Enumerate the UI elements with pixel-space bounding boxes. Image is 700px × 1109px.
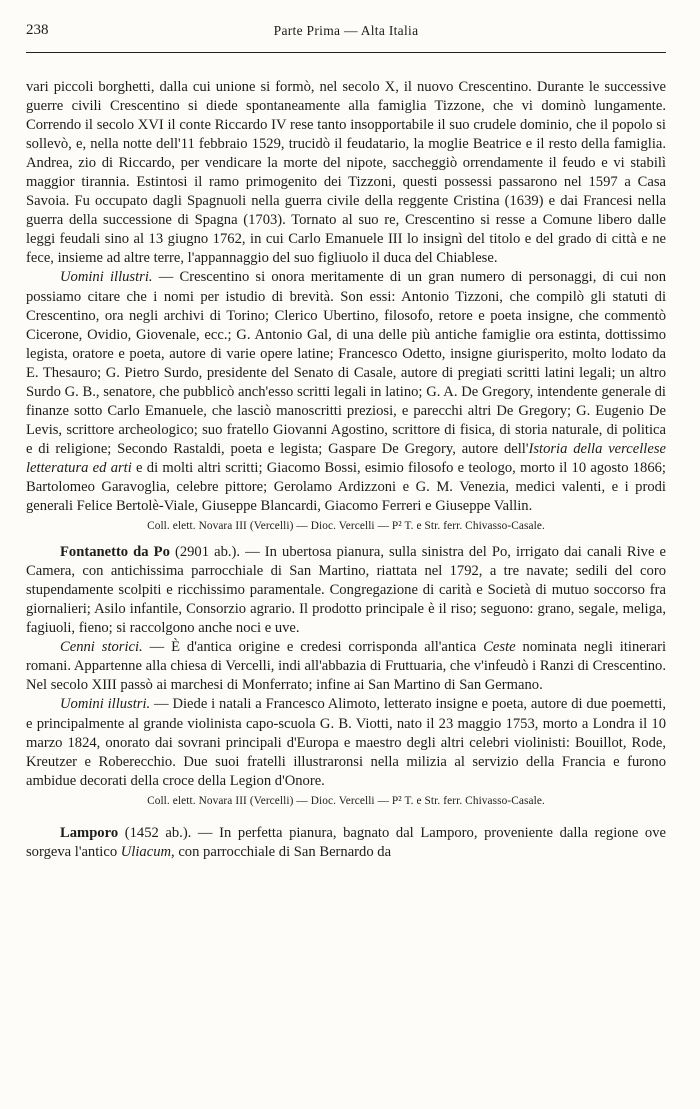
page-header — [26, 22, 666, 46]
paragraph: Cenni storici. — È d'antica origine e credesi corrisponda all'antica Ceste nominata negli itinerari romani. Appartenne alla chiesa di Vercelli, indi all'abbazia di Fruttuaria, che v'infeudò i Ranzi di Crescentino. Nel secolo XIII passò ai marchesi di Monferrato; infine ai San Martino di San Germano. — [26, 639, 667, 694]
paragraph: Uomini illustri. — Crescentino si onora meritamente di un gran numero di personaggi, di cui non possiamo citare che i nomi per istudio di brevità. Son essi: Antonio Tizzoni, che compilò gli statuti di Crescentino, ora negli archivi di Torino; Clerico Ubertino, filosofo, retore e poeta insigne, che commentò Cicerone, Ovidio, Giovenale, ecc.; G. Antonio Gal, di una delle più antiche famiglie ora estinta, dottissimo legista, oratore e poeta, autore di varie opere latine; Francesco Odetto, insigne giurisperito, molto lodato da E. Thesauro; G. Pietro Surdo, presidente del Senato di Casale, autore di pregiati scritti latini legali; un altro Surdo G. B., senatore, che pubblicò anch'esso scritti legali in latino; G. A. De Gregory, intendente generale di finanze sotto Carlo Emanuele, che lasciò manoscritti preziosi, e parecchi altri De Gregory; G. Eugenio De Levis, scrittore archeologico; suo fratello Giovanni Agostino, scrittore di fisica, di storia naturale, di politica e di religione; Secondo Rastaldi, poeta e legista; Gaspare De Gregory, autore dell'Istoria della vercellese letteratura ed arti e di molti altri scritti; Giacomo Bossi, esimio filosofo e teologo, morto il 10 agosto 1866; Bartolomeo Garavoglia, celebre pittore; Gerolamo Ardizzoni e G. M. Venezia, medici valenti, e i prodi generali Felice Bertolè-Viale, Giuseppe Blancardi, Giacomo Ferreri e Giuseppe Vallin. — [26, 269, 666, 515]
paragraph: Uomini illustri. — Diede i natali a Francesco Alimoto, letterato insigne e poeta, autore di due poemetti, e principalmente al grande violinista capo-scuola G. B. Viotti, nato il 23 maggio 1753, morto a Londra il 10 marzo 1824, onorato dai sovrani principali d'Europa e maestro degli altri celebri violinisti: Bouillot, Rode, Kreutzer e Roberecchio. Due suoi fratelli illustraronsi nella milizia al servizio della Francia e furono ambidue decorati della croce della Legion d'Onore. — [26, 696, 666, 789]
page-number: 238 — [26, 22, 49, 38]
entry-meta: Coll. elett. Novara III (Vercelli) — Dioc. Vercelli — P² T. e Str. ferr. Chivasso-Casale. — [147, 794, 545, 807]
paragraph: Lamporo (1452 ab.). — In perfetta pianura, bagnato dal Lamporo, proveniente dalla regione ove sorgeva l'antico Uliacum, con parrocchiale di San Bernardo da — [26, 824, 666, 860]
section-label: Uomini illustri. — [60, 269, 153, 286]
place-name: Uliacum — [120, 843, 172, 860]
entry-title: Fontanetto da Po — [60, 544, 170, 561]
section-label: Uomini illustri. — [60, 696, 151, 713]
section-label: Cenni storici. — [60, 639, 143, 656]
header-rule — [26, 52, 666, 53]
running-head: Parte Prima — Alta Italia — [273, 23, 419, 38]
entry-title: Lamporo — [60, 824, 119, 841]
work-title: Istoria della vercellese letteratura ed arti — [26, 440, 666, 476]
place-name: Ceste — [483, 639, 516, 656]
paragraph: vari piccoli borghetti, dalla cui unione si formò, nel secolo X, il nuovo Crescentino. Durante le successive guerre civili Crescentino si diede spontaneamente alla famiglia Tizzone, che vi dominò lungamente. Correndo il secolo XVI il conte Riccardo IV rese tanto insopportabile il suo crudele dominio, che il popolo si sollevò, e, nella notte dell'11 febbraio 1529, trucidò il feudatario, la moglie Beatrice e il resto della famiglia. Andrea, zio di Riccardo, per vendicare la morte del nipote, saccheggiò orrendamente il feudo e vi stabilì maggior tirannia. Estintosi il ramo primogenito dei Tizzoni, questi possessi passarono nel 1597 a Casa Savoia. Fu occupato dagli Spagnuoli nella guerra civile della reggente Cristina (1639) e dai Francesi nella guerra della successione di Spagna (1703). Tornato al suo re, Crescentino si resse a Comune libero dalle leggi feudali sino al 13 giugno 1762, in cui Carlo Emanuele III lo insignì del titolo e del grado di città e ne fece, insieme ad altre terre, l'appannaggio del suo figliuolo il duca del Chiablese. — [26, 79, 666, 267]
entry-meta: Coll. elett. Novara III (Vercelli) — Dioc. Vercelli — P² T. e Str. ferr. Chivasso-Casale. — [147, 520, 545, 533]
page-body — [26, 78, 666, 862]
paragraph: Fontanetto da Po (2901 ab.). — In ubertosa pianura, sulla sinistra del Po, irrigato dai canali Rive e Camera, con antichissima parrocchiale di San Martino, riattata nel 1792, a tre navate; sedili del coro stupendamente scolpiti e ricchissimo paramentale. Congregazione di carità e Società di mutuo soccorso fra giornalieri; Asilo infantile, Consorzio agrario. Il prodotto principale è il riso; seguono: grano, segale, meliga, fagiuoli, fieno; si raccolgono anche noci e uve. — [26, 544, 666, 637]
